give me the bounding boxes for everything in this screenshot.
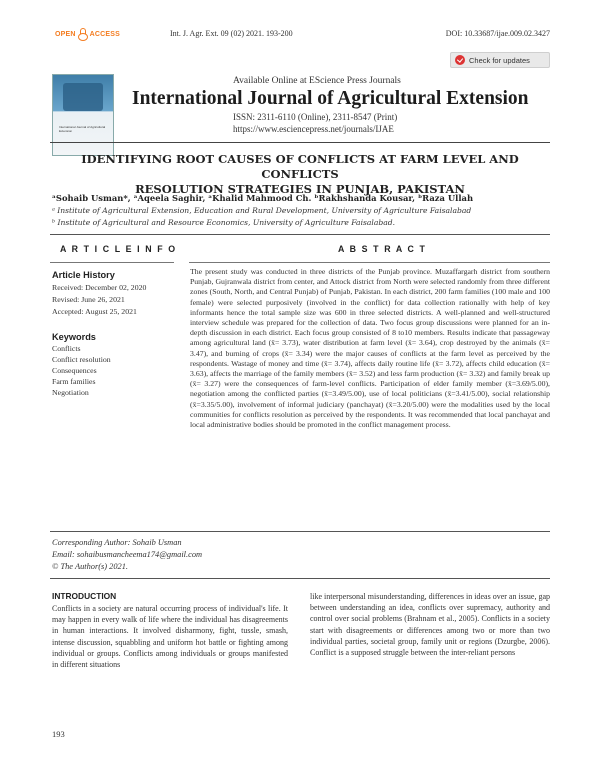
keywords-title: Keywords (52, 332, 96, 342)
article-info-heading: A R T I C L E I N F O (60, 244, 177, 254)
top-bar (55, 28, 550, 44)
cover-title: International Journal of Agricultural Extension (59, 125, 106, 133)
abstract-heading: A B S T R A C T (338, 244, 427, 254)
revised-date: Revised: June 26, 2021 (52, 295, 125, 304)
doi-link[interactable]: DOI: 10.33687/ijae.009.02.3427 (445, 29, 550, 38)
journal-cover-image (52, 74, 114, 156)
journal-citation: Int. J. Agr. Ext. 09 (02) 2021. 193-200 (170, 29, 293, 38)
open-access-label-left: OPEN (55, 31, 76, 38)
author-list: ᵃSohaib Usman*, ᵃAqeela Saghir, ᵃKhalid Mahmood Ch. ᵇRakhshanda Kousar, ᵇRaza Ullah (52, 193, 474, 203)
header-divider (50, 142, 550, 143)
cover-emblem (63, 83, 103, 111)
open-lock-icon (78, 28, 88, 41)
keyword-item: Negotiation (52, 388, 89, 397)
intro-column-left: Conflicts in a society are natural occurring process of individual's life. It may happen in every walk of life where the individual has disagreements in human interactions. It involved disharmony, fight, tussle, smash, intense discussion, squabbling and uniform hot battle or fighting among individual or groups. Conflicts among individuals or groups manifested in different situations (52, 604, 288, 670)
keyword-item: Conflict resolution (52, 355, 111, 364)
article-title-line1: IDENTIFYING ROOT CAUSES OF CONFLICTS AT FARM LEVEL AND CONFLICTS (81, 152, 519, 181)
abstract-text: The present study was conducted in three districts of the Punjab province. Muzaffargarh district from southern Punjab, Gujranwala district from center, and Attock district from North were selected randomly from three different zones (South, North, and Central Punjab) of Punjab, Pakistan. In each district, 200 farm families (100 male and 100 female) were selected purposively (involved in the conflict) for data collection rationally with help of key informants hence the total sample size was 600 in three selected districts. A well-planned and well-structured interview schedule was prepared for the collection of data. Two focus group discussions were planned for an in-depth discussion in each district. Each focus group consisted of 8 to10 members. Results indicate that passageway among agricultural land (x̄= 3.73), water distribution at farm level (x̄= 3.64), crop destroyed by the animals (x̄= 3.47), and burning of crops (x̄= 3.34) were the major causes of conflicts at the farm level as perceived by the respondents. Wastage of money and time (x̄= 3.74), affects daily routine life (x̄= 3.72), affects child education (x̄= 3.63), affects the marriage of the family members (x̄= 3.52) and less farm production (x̄= 3.32) and family break up (x̄= 3.27) were the consequences of farm-level conflicts. Participation of elder family member (x̄=3.69/5.00), negotiation among the conflicted parties (x̄=3.49/5.00), use of local politicians (x̄=3.41/5.00), social relationship (x̄=3.35/5.00), involvement of informal judiciary (panchayat) (x̄=3.20/5.00) were the modalities used by the local communities for conflicts resolution as perceived by the respondents. It was recommended that local panchayat and local administrative bodies should be promoted in the conflict management process. (190, 267, 550, 430)
journal-title: International Journal of Agricultural Extension (132, 88, 529, 109)
correspondence-divider (50, 578, 550, 579)
intro-column-right: like interpersonal misunderstanding, differences in ideas over an issue, gap between understanding an idea, conflicts over supremacy, authority and control over social problems (Brahnam et al., 2005). Conflicts in a society start with disagreements or differences among two or more than two individual parties, societal group, family unit or regions (Dzurgbe, 2006). Conflict is a supposed struggle between the inter-reliant persons (310, 592, 551, 658)
page-number: 193 (52, 729, 65, 739)
abstract-rule (189, 262, 550, 263)
keyword-item: Conflicts (52, 344, 81, 353)
journal-header (50, 68, 550, 136)
check-for-updates-button[interactable] (450, 52, 550, 68)
copyright-notice: © The Author(s) 2021. (52, 562, 129, 571)
author-email[interactable]: Email: sohaibusmancheema174@gmail.com (52, 550, 203, 559)
journal-url[interactable]: https://www.esciencepress.net/journals/IJAE (233, 124, 394, 134)
corresponding-author: Corresponding Author: Sohaib Usman (52, 538, 182, 547)
article-info-rule (50, 262, 174, 263)
accepted-date: Accepted: August 25, 2021 (52, 307, 137, 316)
affiliation-a: ᵃ Institute of Agricultural Extension, Education and Rural Development, University of Agriculture Faisalabad (52, 206, 472, 215)
article-title-line2: RESOLUTION STRATEGIES IN PUNJAB, PAKISTAN (135, 182, 465, 196)
check-for-updates-label: Check for updates (469, 55, 530, 65)
received-date: Received: December 02, 2020 (52, 283, 147, 292)
affiliation-divider (50, 234, 550, 235)
introduction-heading: INTRODUCTION (52, 591, 117, 601)
affiliation-b: ᵇ Institute of Agricultural and Resource Economics, University of Agriculture Faisalabad. (52, 218, 396, 227)
keyword-item: Consequences (52, 366, 97, 375)
abstract-bottom-divider (50, 531, 550, 532)
article-history-title: Article History (52, 270, 115, 280)
open-access-logo (55, 28, 120, 41)
article-title (50, 152, 550, 197)
keyword-item: Farm families (52, 377, 96, 386)
journal-issn: ISSN: 2311-6110 (Online), 2311-8547 (Print) (233, 112, 398, 122)
availability-note: Available Online at EScience Press Journals (233, 76, 401, 86)
open-access-label-right: ACCESS (89, 31, 121, 38)
check-badge-icon (455, 55, 465, 65)
